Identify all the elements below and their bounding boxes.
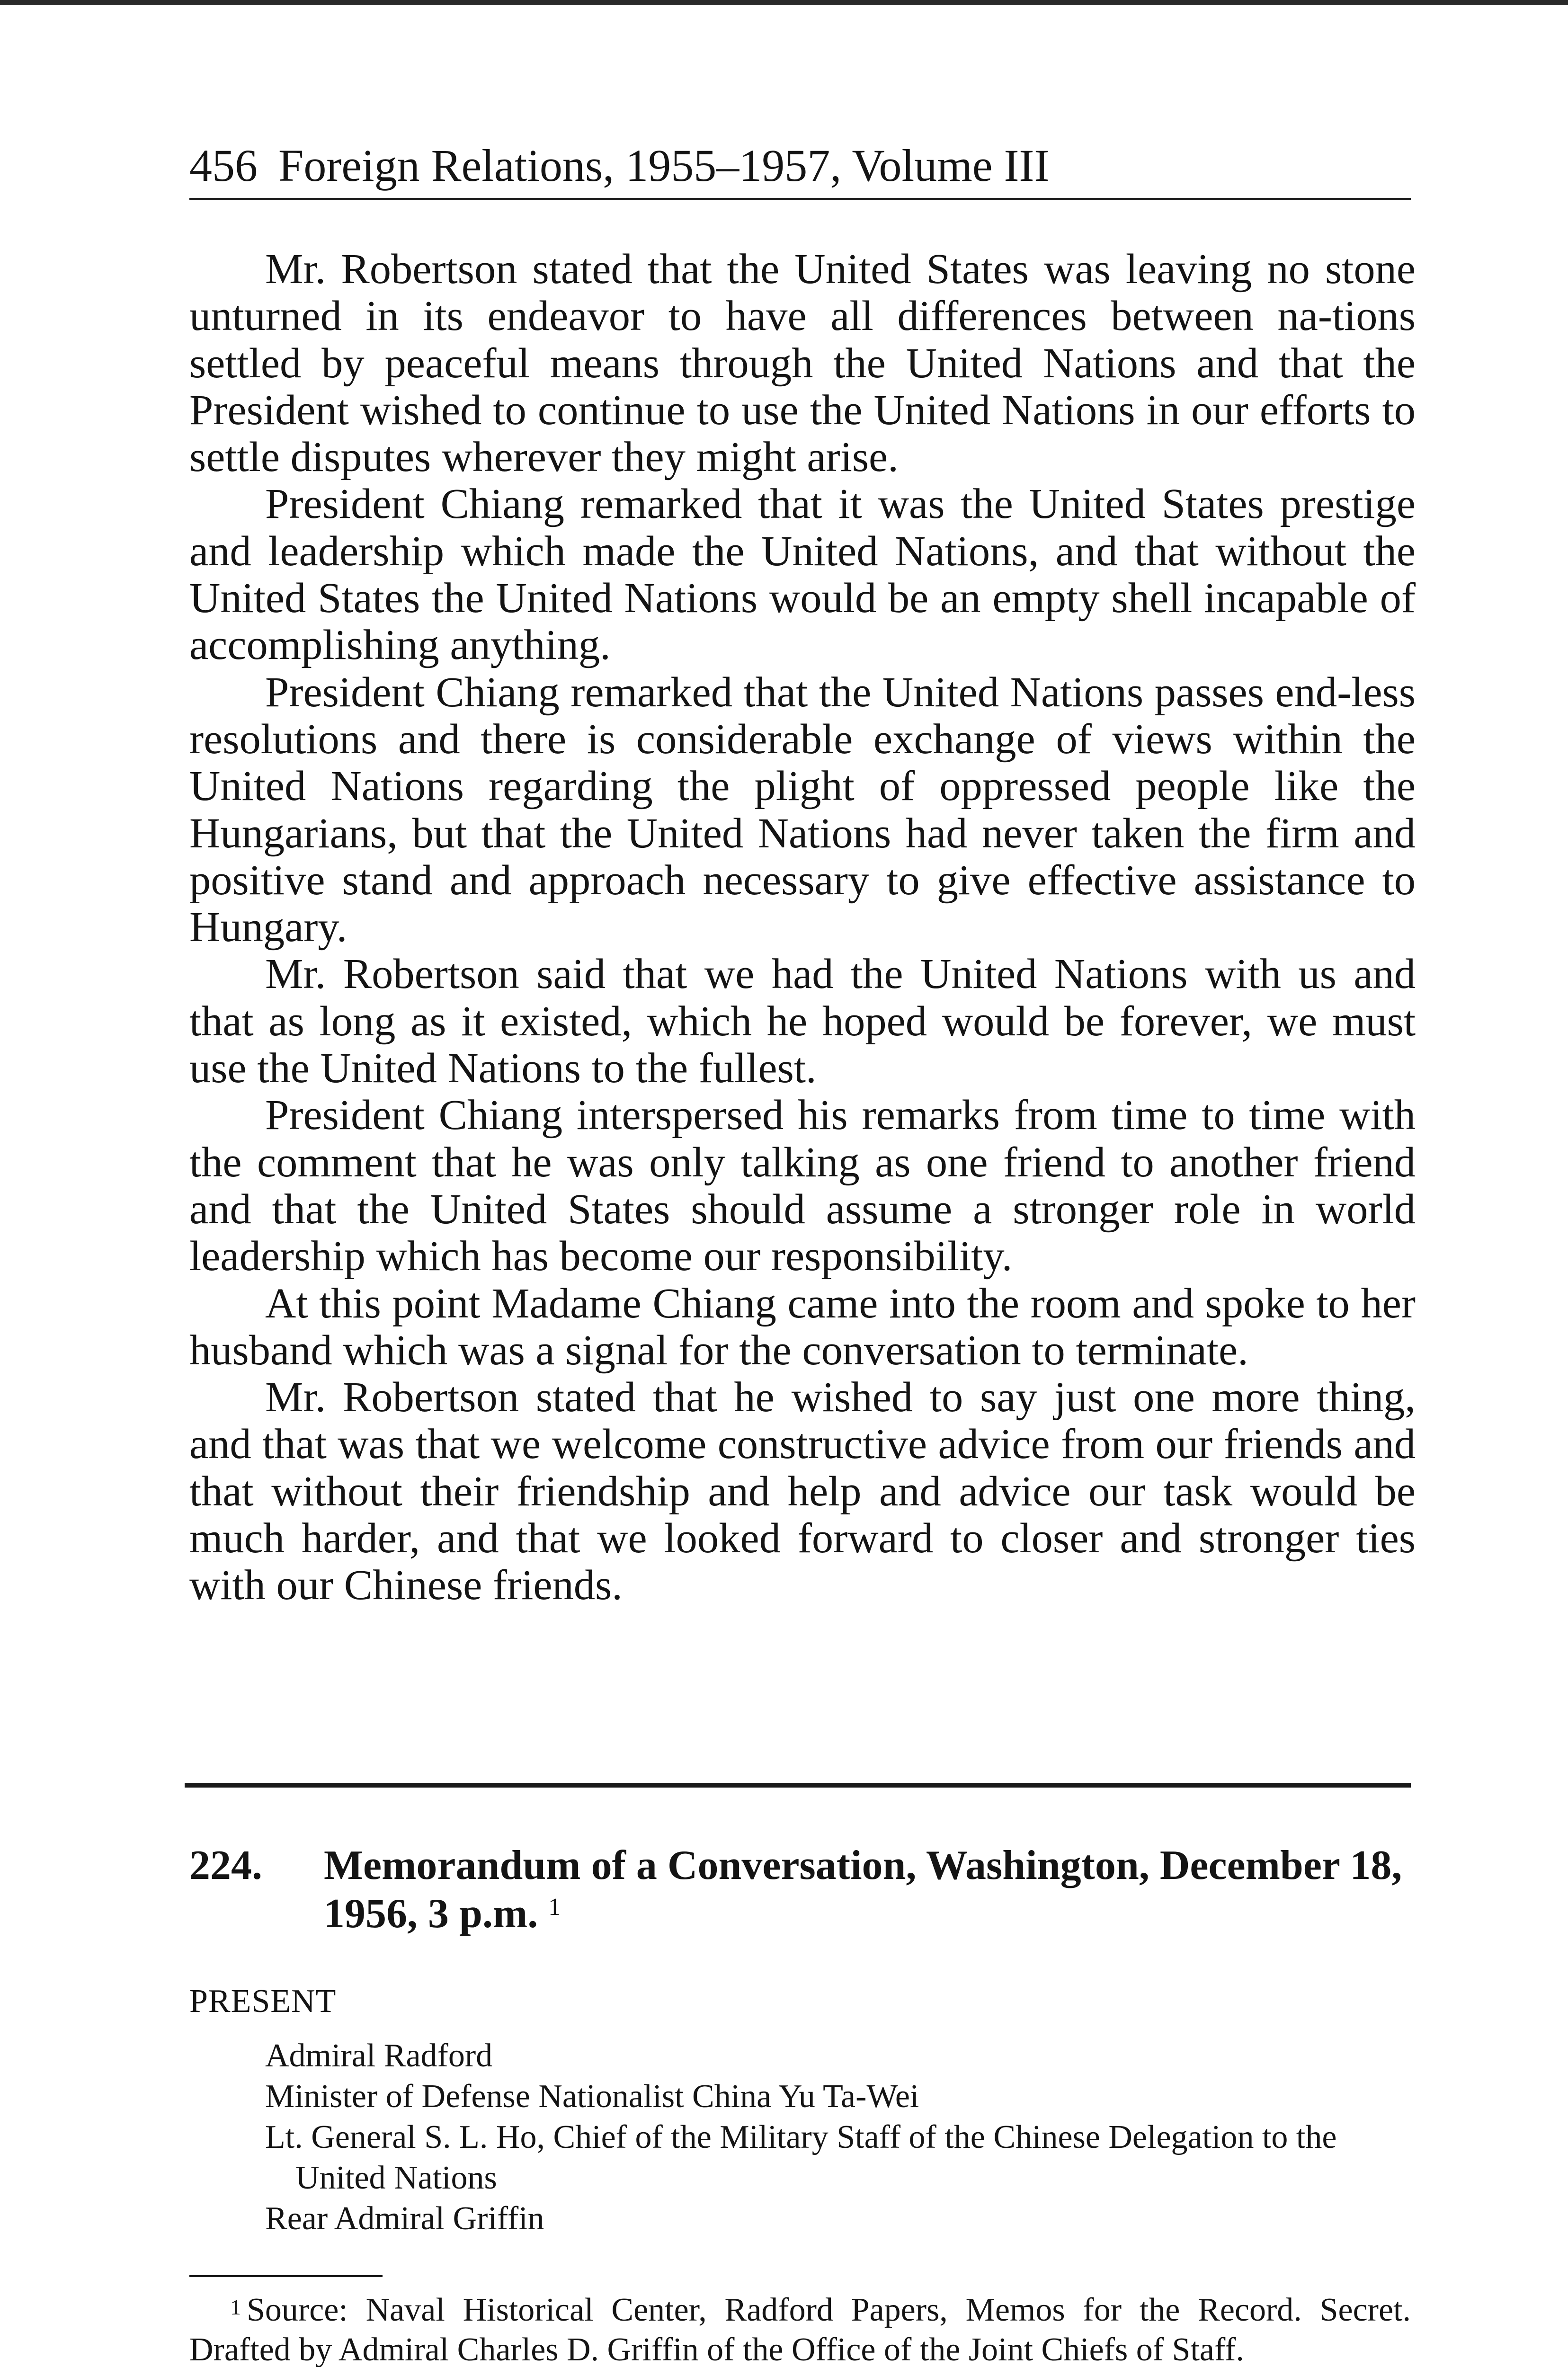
paragraph: Mr. Robertson stated that the United States was leaving no stone unturned in its endeavor to have all differences between na-tions settled by peaceful means through the United Nations and that the President wished to continue to use the United Nations in our efforts to settle disputes wherever they might arise. <box>189 245 1416 481</box>
footnote-text: Source: Naval Historical Center, Radford Papers, Memos for the Record. Secret. Drafted by Admiral Charles D. Griffin of the Office of the Joint Chiefs of Staff. <box>189 2292 1411 2367</box>
attendee-list <box>265 2036 1411 2239</box>
attendee: Admiral Radford <box>265 2038 493 2074</box>
paragraph: President Chiang remarked that it was the United States prestige and leadership which made the United Nations, and that without the United States the United Nations would be an empty shell incapable of accomplishing anything. <box>189 480 1416 669</box>
body-text <box>189 245 1416 1609</box>
paragraph: Mr. Robertson said that we had the United Nations with us and that as long as it existed, which he hoped would be forever, we must use the United Nations to the fullest. <box>189 950 1416 1092</box>
scan-top-edge <box>0 0 1568 5</box>
paragraph: President Chiang remarked that the United Nations passes end-less resolutions and there is considerable exchange of views within the United Nations regarding the plight of oppressed people like the Hungarians, but that the United Nations had never taken the firm and positive stand and approach necessary to give effective assistance to Hungary. <box>189 667 1416 951</box>
footnote-marker: 1 <box>230 2295 241 2319</box>
footnote-rule <box>189 2275 383 2277</box>
document-heading <box>189 1842 1416 1938</box>
section-divider <box>185 1783 1411 1788</box>
paragraph: Mr. Robertson stated that he wished to say just one more thing, and that was that we welcome constructive advice from our friends and that without their friendship and help and advice our task would be much harder, and that we looked forward to closer and stronger ties with our Chinese friends. <box>189 1373 1416 1609</box>
header-rule <box>189 198 1411 200</box>
page-number: 456 <box>189 140 258 191</box>
footnote-reference: 1 <box>548 1894 561 1921</box>
volume-title: Foreign Relations, 1955–1957, Volume III <box>278 140 1050 191</box>
footnote <box>189 2290 1411 2367</box>
running-head <box>189 137 1411 194</box>
document-title-block <box>324 1842 1416 1938</box>
attendee: Minister of Defense Nationalist China Yu Ta-Wei <box>265 2078 919 2115</box>
document-title: Memorandum of a Conversation, Washington, December 18, 1956, 3 p.m. <box>324 1842 1402 1937</box>
attendee: Lt. General S. L. Ho, Chief of the Military Staff of the Chinese Delegation to the United Nations <box>265 2119 1337 2196</box>
present-label: PRESENT <box>189 1983 337 2020</box>
paragraph: President Chiang interspersed his remarks from time to time with the comment that he was only talking as one friend to another friend and that the United States should assume a stronger role in world leadership which has become our responsibility. <box>189 1091 1416 1280</box>
document-number: 224. <box>189 1842 262 1888</box>
attendee: Rear Admiral Griffin <box>265 2200 544 2237</box>
paragraph: At this point Madame Chiang came into the room and spoke to her husband which was a signal for the conversation to terminate. <box>189 1279 1416 1374</box>
